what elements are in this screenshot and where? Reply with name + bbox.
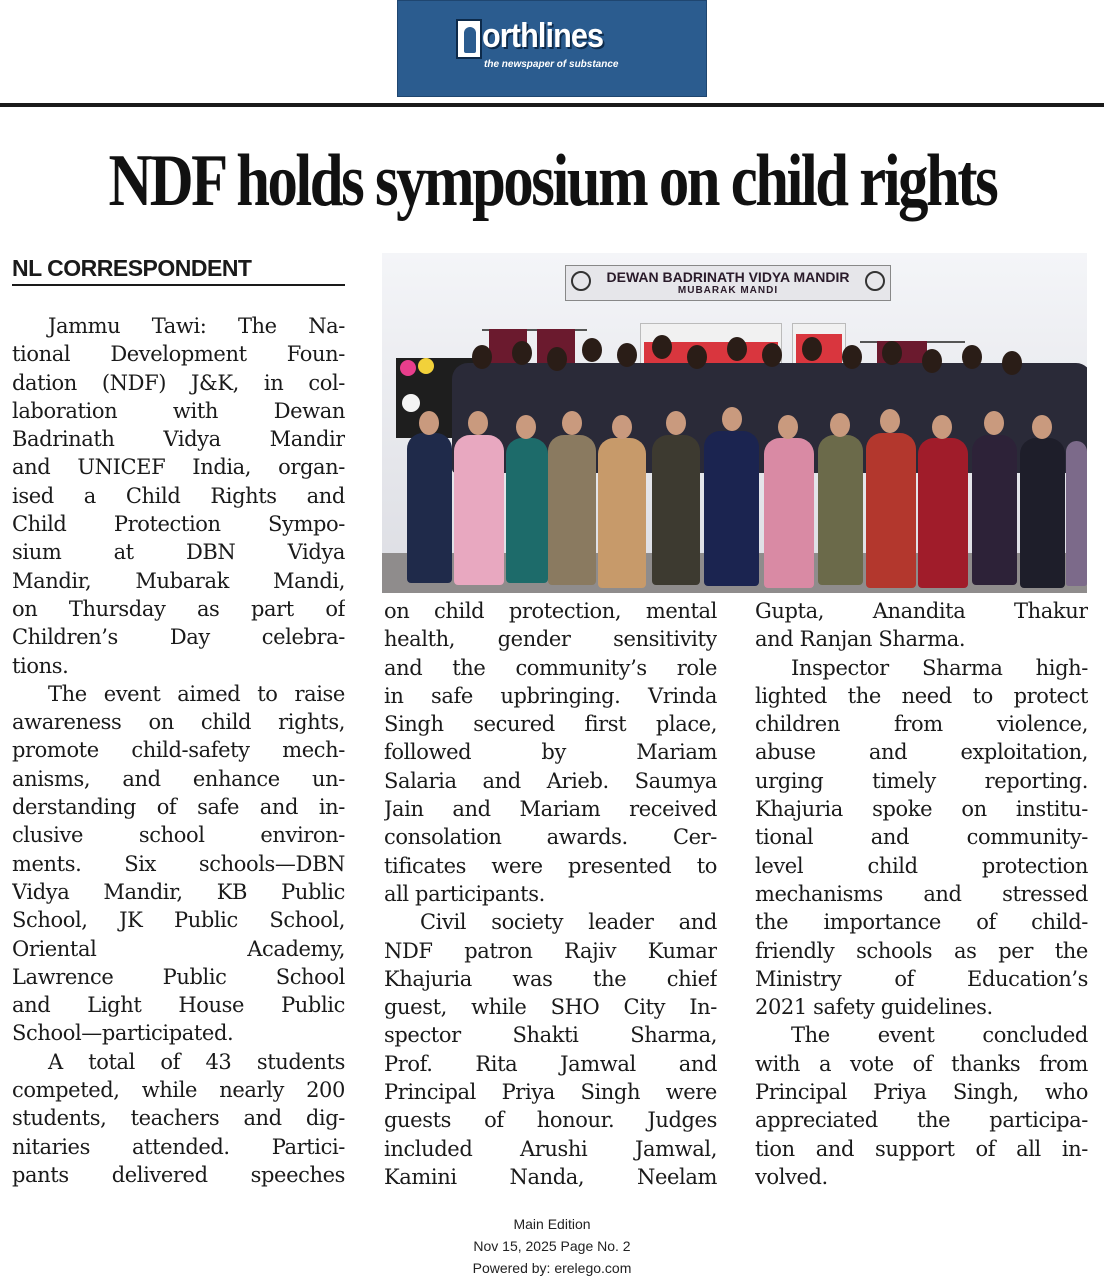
article-text-line: Lawrence Public School [12, 964, 345, 989]
article-text-line: mechanisms and stressed [755, 881, 1088, 906]
article-text-line: 2021 safety guidelines. [755, 995, 993, 1020]
article-text-line: followed by Mariam [384, 740, 717, 765]
article-text-line: The event aimed to raise [48, 681, 345, 706]
article-text-line: ised a Child Rights and [12, 483, 345, 508]
article-text-line: Vidya Mandir, KB Public [12, 879, 345, 904]
article-text-line: nitaries attended. Partici- [12, 1134, 345, 1159]
article-text-line: laboration with Dewan [12, 398, 345, 423]
byline: NL CORRESPONDENT [12, 255, 345, 286]
article-text-line: friendly schools as per the [755, 938, 1088, 963]
article-text-line: tificates were presented to [384, 853, 717, 878]
article-text-line: Principal Priya Singh, who [755, 1080, 1088, 1105]
article-text-line: competed, while nearly 200 [12, 1078, 345, 1103]
article-text-line: lighted the need to protect [755, 683, 1088, 708]
article-text-line: Civil society leader and [420, 910, 717, 935]
article-text-line: with a vote of thanks from [755, 1051, 1088, 1076]
article-text-line: urging timely reporting. [755, 768, 1088, 793]
article-headline [0, 136, 1104, 226]
article-text-line: on Thursday as part of [12, 596, 345, 621]
article-text-line: sium at DBN Vidya [12, 540, 345, 565]
article-text-line: Gupta, Anandita Thakur [755, 599, 1088, 623]
article-text-line: all participants. [384, 881, 545, 906]
article-text-line: tional Development Foun- [12, 342, 345, 367]
article-text-line: appreciated the participa- [755, 1108, 1088, 1133]
logo-wordmark: orthlines [482, 17, 604, 55]
article-text-line: and Light House Public [12, 993, 345, 1018]
footer-powered-by: Powered by: erelego.com [472, 1260, 632, 1276]
article-text-line: Oriental Academy, [12, 936, 345, 961]
article-photo [382, 253, 1087, 593]
logo-lion-n-icon [456, 19, 482, 59]
article-text-line: Ministry of Education’s [755, 966, 1088, 991]
group-photo-crowd [382, 323, 1087, 593]
article-text-line: promote child-safety mech- [12, 738, 345, 763]
article-text-line: ments. Six schools—DBN [12, 851, 345, 876]
article-text-line: tion and support of all in- [755, 1136, 1088, 1161]
article-text-line: Child Protection Sympo- [12, 512, 345, 537]
article-text-line: Mandir, Mubarak Mandi, [12, 568, 345, 593]
article-column-2 [384, 597, 717, 1191]
article-text-line: Jammu Tawi: The Na- [48, 314, 345, 338]
article-text-line: Children’s Day celebra- [12, 625, 345, 650]
page-footer [0, 1213, 1104, 1279]
article-text-line: volved. [755, 1164, 828, 1189]
article-text-line: the importance of child- [755, 910, 1088, 935]
article-text-line: NDF patron Rajiv Kumar [384, 938, 717, 963]
photo-school-banner [565, 265, 891, 301]
school-seal-icon [865, 271, 885, 291]
article-text-line: clusive school environ- [12, 823, 345, 848]
northlines-logo [456, 19, 656, 79]
article-text-line: and Ranjan Sharma. [755, 627, 966, 652]
article-text-line: students, teachers and dig- [12, 1106, 345, 1131]
article-text-line: abuse and exploitation, [755, 740, 1088, 765]
article-text-line: Inspector Sharma high- [791, 655, 1088, 680]
article-text-line: Badrinath Vidya Mandir [12, 427, 345, 452]
article-text-line: awareness on child rights, [12, 710, 345, 735]
article-text-line: Singh secured first place, [384, 712, 717, 737]
article-text-line: Kamini Nanda, Neelam [384, 1164, 717, 1189]
article-text-line: tional and community- [755, 825, 1088, 850]
article-text-line: derstanding of safe and in- [12, 795, 345, 820]
article-text-line: The event concluded [791, 1023, 1088, 1048]
logo-tagline: the newspaper of substance [484, 59, 619, 70]
article-text-line: School, JK Public School, [12, 908, 345, 933]
article-text-line: consolation awards. Cer- [384, 825, 717, 850]
article-text-line: anisms, and enhance un- [12, 766, 345, 791]
article-text-line: health, gender sensitivity [384, 627, 717, 652]
article-text-line: Jain and Mariam received [384, 797, 717, 822]
article-text-line: guest, while SHO City In- [384, 995, 717, 1020]
article-text-line: Khajuria spoke on institu- [755, 797, 1088, 822]
article-text-line: Salaria and Arieb. Saumya [384, 768, 717, 793]
article-text-line: and UNICEF India, organ- [12, 455, 345, 480]
footer-date-page: Nov 15, 2025 Page No. 2 [473, 1238, 631, 1254]
banner-line-2: MUBARAK MANDI [677, 285, 779, 296]
article-column-3 [755, 597, 1088, 1191]
headline-text: NDF holds symposium on child rights [108, 140, 996, 222]
article-text-line: Khajuria was the chief [384, 966, 717, 991]
article-text-line: Principal Priya Singh were [384, 1080, 717, 1105]
school-seal-icon [571, 271, 591, 291]
article-text-line: pants delivered speeches [12, 1162, 345, 1187]
footer-edition: Main Edition [513, 1216, 591, 1232]
article-text-line: and the community’s role [384, 655, 717, 680]
article-text-line: on child protection, mental [384, 599, 717, 623]
masthead-logo [397, 0, 707, 97]
article-text-line: children from violence, [755, 712, 1088, 737]
article-text-line: spector Shakti Sharma, [384, 1023, 717, 1048]
masthead-divider [0, 103, 1104, 107]
article-column-1 [12, 312, 345, 1189]
banner-line-1: DEWAN BADRINATH VIDYA MANDIR [606, 269, 850, 285]
article-text-line: Prof. Rita Jamwal and [384, 1051, 717, 1076]
article-text-line: in safe upbringing. Vrinda [384, 683, 717, 708]
article-text-line: dation (NDF) J&K, in col- [12, 370, 345, 395]
article-text-line: tions. [12, 653, 69, 678]
article-text-line: guests of honour. Judges [384, 1108, 717, 1133]
article-text-line: School—participated. [12, 1021, 234, 1046]
article-text-line: included Arushi Jamwal, [384, 1136, 717, 1161]
article-text-line: A total of 43 students [48, 1049, 345, 1074]
article-text-line: level child protection [755, 853, 1088, 878]
